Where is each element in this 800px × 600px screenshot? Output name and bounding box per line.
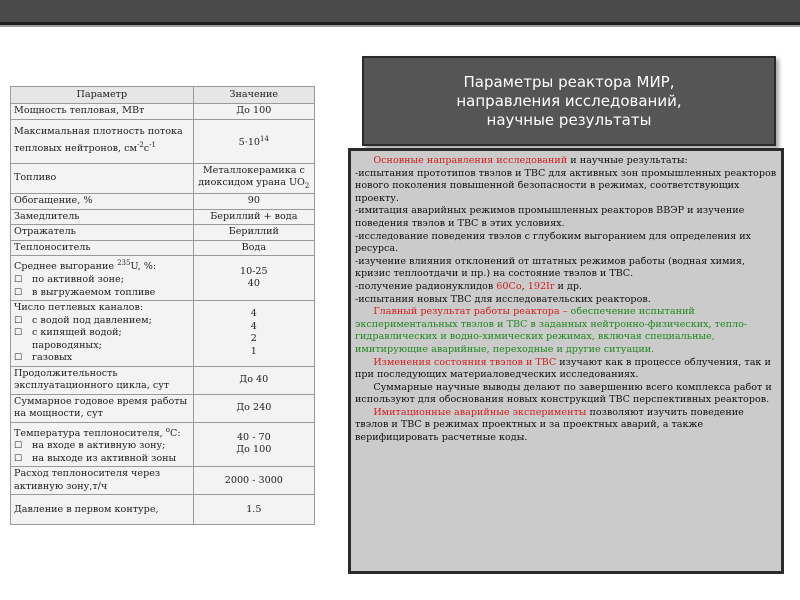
param-name-exp: -2	[136, 140, 144, 149]
param-value-exp: 14	[260, 134, 269, 143]
list-item-sep: ,	[521, 280, 528, 292]
param-name-exp2: -1	[149, 140, 156, 149]
param-sub-item: газовых	[32, 352, 73, 364]
param-name: Замедлитель	[11, 209, 194, 225]
param-name-text: Среднее выгорание	[14, 261, 118, 273]
header-value: Значение	[193, 87, 314, 104]
conclusions-paragraph	[355, 382, 777, 407]
table-row	[11, 301, 315, 367]
intro-highlight: Основные направления исследований	[373, 155, 568, 166]
param-name: Расход теплоносителя через активную зону,т/ч	[11, 467, 194, 495]
table-row	[11, 422, 315, 467]
param-name: Суммарное годовое время работы на мощности, сут	[11, 394, 194, 422]
nuclide-ir: 192Ir	[527, 280, 555, 292]
list-item-tail: и др.	[554, 280, 583, 292]
table-row	[11, 119, 315, 163]
param-value: 1.5	[193, 495, 314, 525]
table-row	[11, 366, 315, 394]
param-name-tail: U, %:	[130, 261, 157, 273]
param-name: Теплоноситель	[11, 240, 194, 256]
checkbox-icon: ☐	[14, 275, 23, 286]
table-row	[11, 163, 315, 194]
state-changes-highlight: Изменения состояния твэлов и ТВС	[373, 356, 557, 368]
param-value: Вода	[193, 240, 314, 256]
list-item: -исследование поведения твэлов с глубоким выгоранием для определения их ресурса.	[355, 230, 752, 255]
simulation-paragraph	[355, 407, 777, 445]
simulation-text: позволяют изучить поведение твэлов и ТВС в режимах проектных и за проектных аварий, а также верифицировать расчетные коды.	[355, 406, 744, 444]
param-value: 2000 - 3000	[193, 467, 314, 495]
param-name: Мощность тепловая, МВт	[11, 104, 194, 120]
param-name-sup: 235	[117, 259, 131, 268]
param-name-tail: C:	[169, 427, 181, 439]
param-sub-item: в выгружаемом топливе	[32, 286, 156, 298]
param-name-text: Температура теплоносителя,	[14, 427, 166, 439]
slide-title	[362, 56, 776, 146]
header-param: Параметр	[11, 87, 194, 104]
title-line-1: Параметры реактора МИР,	[463, 72, 675, 91]
param-value-sub: 2	[304, 181, 310, 190]
checkbox-icon: ☐	[14, 287, 23, 298]
table-row	[11, 495, 315, 525]
nuclide-co: 60Co	[496, 280, 522, 292]
title-line-2: направления исследований,	[456, 91, 682, 110]
param-name	[11, 422, 194, 467]
main-result-text: обеспечение испытаний экспериментальных твэлов и ТВС в заданных нейтронно-физических, тепло-гидравлических и водно-химических режимах, включая специальные, имитирующие аварийные, переходные и другие ситуации.	[355, 306, 748, 355]
param-name-sup: o	[165, 425, 170, 434]
top-bar-accent	[0, 25, 800, 27]
parameters-table	[10, 86, 315, 525]
title-line-3: научные результаты	[486, 110, 652, 129]
param-value-1: 4	[250, 308, 257, 320]
param-name-tail: c	[143, 143, 150, 155]
list-item-text: -получение радионуклидов	[355, 280, 497, 292]
param-value: До 240	[193, 394, 314, 422]
research-text-box	[348, 148, 784, 574]
table-row	[11, 194, 315, 210]
param-value-4: 1	[250, 345, 257, 357]
list-item: -имитация аварийных режимов промышленных реакторов ВВЭР и изучение поведения твэлов и ТВС в этих условиях.	[355, 205, 745, 229]
table-row	[11, 467, 315, 495]
list-item: -испытания новых ТВС для исследовательских реакторов.	[355, 293, 651, 305]
param-value-text: 5·10	[238, 136, 261, 148]
table-row	[11, 104, 315, 120]
checkbox-icon: ☐	[14, 441, 23, 452]
table-row	[11, 209, 315, 225]
list-item: -испытания прототипов твэлов и ТВС для активных зон промышленных реакторов нового поколения повышенной безопасности в режимах, соответствующих проекту.	[355, 167, 777, 204]
param-name	[11, 119, 194, 163]
top-bar	[0, 0, 800, 22]
checkbox-icon: ☐	[14, 453, 23, 464]
param-value: До 40	[193, 366, 314, 394]
param-value	[193, 301, 314, 367]
table-header-row	[11, 87, 315, 104]
param-name: Давление в первом контуре,	[11, 495, 194, 525]
param-value: Бериллий + вода	[193, 209, 314, 225]
param-name: Топливо	[11, 163, 194, 194]
param-value-text: Металлокерамика с диоксидом урана UO	[198, 164, 305, 188]
main-result-highlight: Главный результат работы реактора	[373, 306, 560, 318]
param-sub-item: на выходе из активной зоны	[32, 452, 177, 464]
param-sub-item: с кипящей водой;	[32, 327, 122, 339]
param-name-text: Число петлевых каналов:	[14, 302, 144, 314]
checkbox-icon: ☐	[14, 353, 23, 364]
param-value: Бериллий	[193, 225, 314, 241]
table-row	[11, 394, 315, 422]
param-name	[11, 301, 194, 367]
param-value-2: До 100	[236, 444, 272, 456]
param-value-3: 2	[250, 333, 257, 345]
param-value	[193, 422, 314, 467]
table-row	[11, 256, 315, 301]
param-name: Обогащение, %	[11, 194, 194, 210]
simulation-highlight: Имитационные аварийные эксперименты	[373, 406, 587, 418]
state-changes-text: изучают как в процессе облучения, так и при последующих материаловедческих исследованиях.	[355, 356, 771, 381]
list-item	[355, 281, 777, 294]
param-value: До 100	[193, 104, 314, 120]
conclusions-text: Суммарные научные выводы делают по завершению всего комплекса работ и используют для обоснования новых конструкций ТВС перспективных реакторов.	[355, 381, 772, 406]
param-name-text: Максимальная плотность потока тепловых нейтронов, см	[14, 126, 183, 155]
param-value	[193, 163, 314, 194]
param-value	[193, 119, 314, 163]
param-name: Отражатель	[11, 225, 194, 241]
intro-tail: и научные результаты:	[567, 155, 688, 166]
param-value	[193, 256, 314, 301]
table-row	[11, 225, 315, 241]
param-name: Продолжительность эксплуатационного цикла, сут	[11, 366, 194, 394]
param-value-1: 10-25	[239, 265, 268, 277]
param-value-2: 40	[247, 278, 260, 290]
param-sub-item: пароводяных;	[32, 339, 102, 351]
param-sub-item: на входе в активную зону;	[32, 440, 166, 452]
main-result-dash: –	[559, 306, 571, 318]
param-value-1: 40 - 70	[236, 431, 271, 443]
param-value-2: 4	[250, 320, 257, 332]
main-result-paragraph	[355, 306, 777, 356]
param-value: 90	[193, 194, 314, 210]
table-row	[11, 240, 315, 256]
checkbox-icon: ☐	[14, 328, 23, 339]
checkbox-icon: ☐	[14, 315, 23, 326]
param-name	[11, 256, 194, 301]
state-changes-paragraph	[355, 357, 777, 382]
list-item: -изучение влияния отклонений от штатных режимов работы (водная химия, кризис теплоотдачи и пр.) на состояние твэлов и ТВС.	[355, 255, 745, 280]
intro-paragraph	[355, 155, 777, 168]
param-sub-item: по активной зоне;	[32, 274, 124, 286]
param-sub-item: с водой под давлением;	[32, 314, 152, 326]
